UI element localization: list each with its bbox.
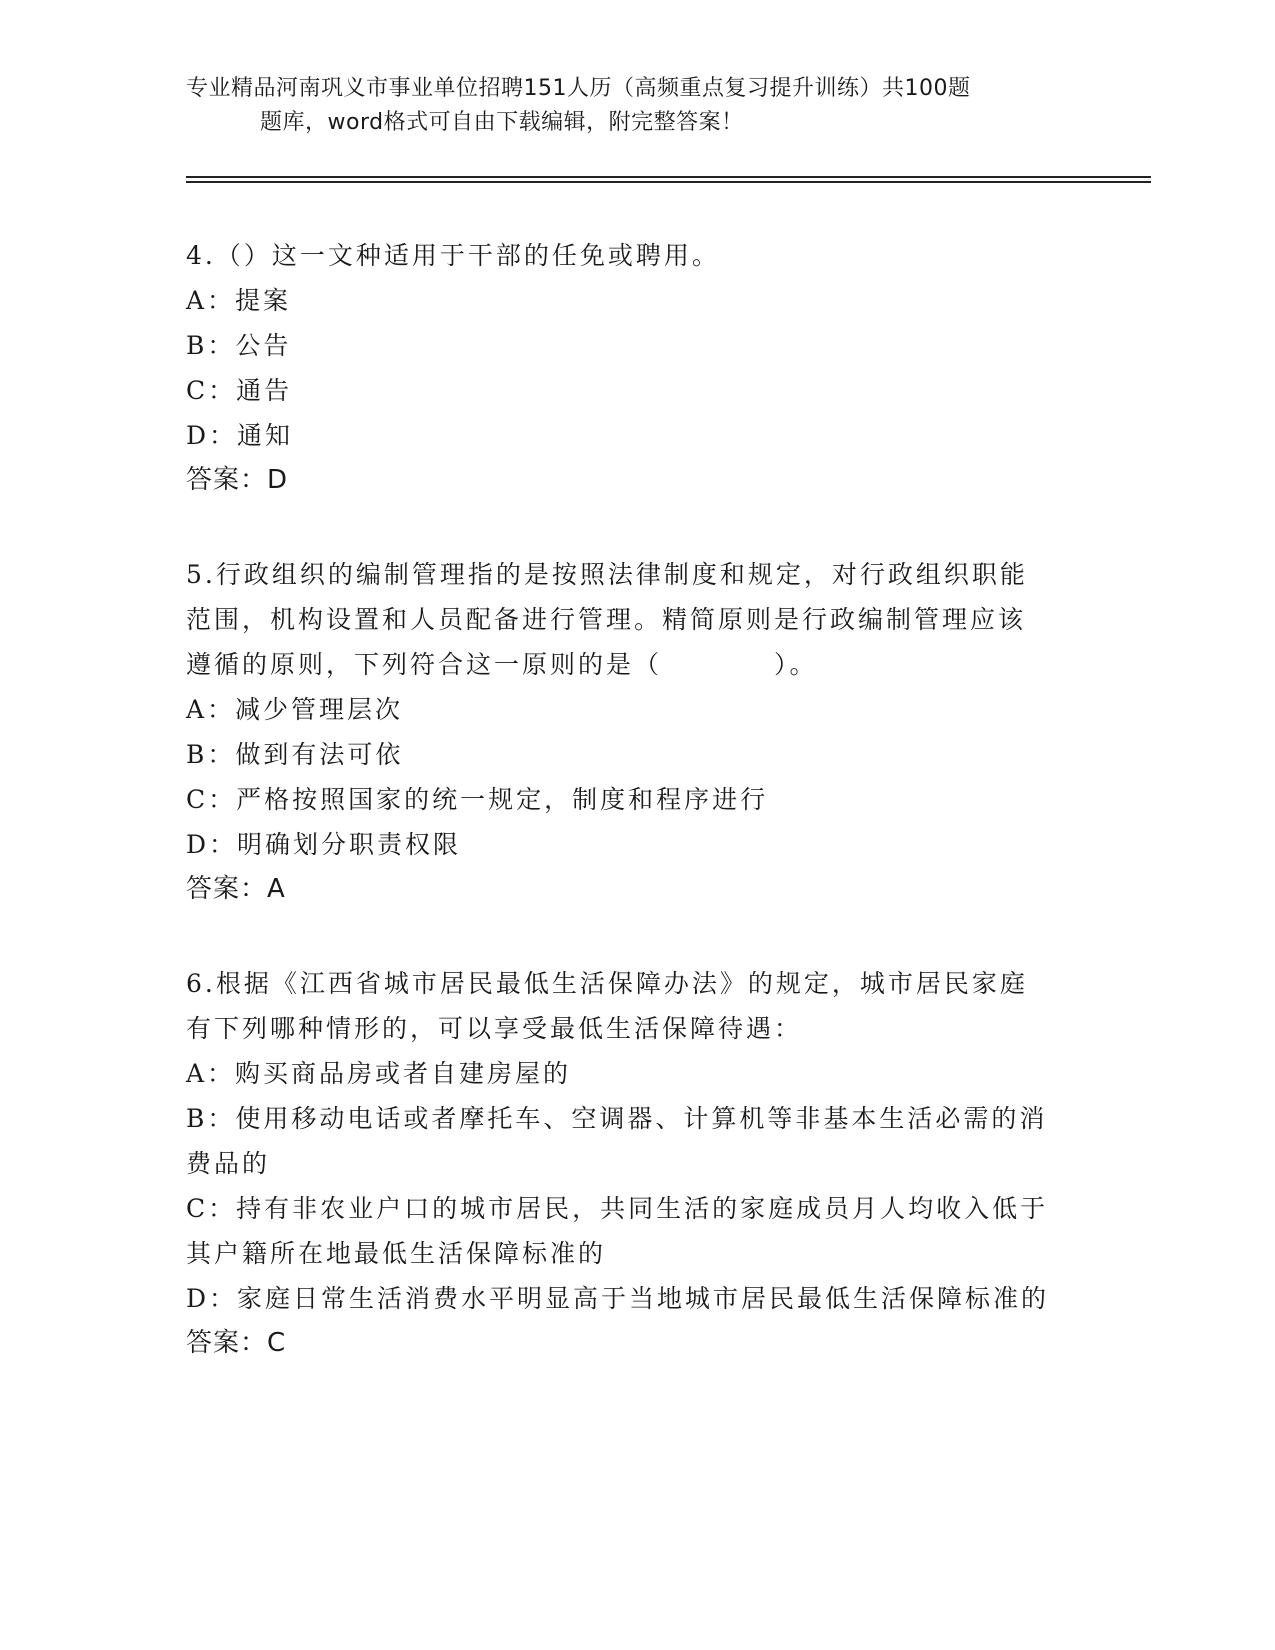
option-b-line-2: 费品的: [186, 1149, 271, 1178]
option-b: B：做到有法可依: [186, 740, 404, 769]
option-c-line-2: 其户籍所在地最低生活保障标准的: [186, 1239, 607, 1268]
option-c-line-1: C：持有非农业户口的城市居民，共同生活的家庭成员月人均收入低于: [186, 1194, 1049, 1223]
header-divider-top: [186, 176, 1151, 178]
question-stem-line-1: 6.根据《江西省城市居民最低生活保障办法》的规定，城市居民家庭: [186, 969, 1028, 998]
question-stem: 4.（）这一文种适用于干部的任免或聘用。: [186, 241, 720, 270]
option-d: D：通知: [186, 421, 294, 450]
question-5: [186, 552, 1066, 912]
option-c: C：通告: [186, 376, 293, 405]
option-d: D：明确划分职责权限: [186, 830, 462, 859]
answer-line: 答案：C: [186, 1328, 287, 1358]
question-stem-line-1: 5.行政组织的编制管理指的是按照法律制度和规定，对行政组织职能: [186, 560, 1028, 589]
option-a: A：减少管理层次: [186, 695, 404, 724]
option-c: C：严格按照国家的统一规定，制度和程序进行: [186, 785, 769, 814]
option-a: A：提案: [186, 286, 292, 315]
question-stem-line-3: 遵循的原则，下列符合这一原则的是（ ）。: [186, 650, 818, 679]
question-4: [186, 233, 1066, 503]
option-b: B：公告: [186, 331, 292, 360]
answer-line: 答案：D: [186, 465, 289, 495]
option-a: A：购买商品房或者自建房屋的: [186, 1059, 572, 1088]
header-title-line-2: 题库，word格式可自由下载编辑，附完整答案！: [260, 110, 744, 135]
header-title-line-1: 专业精品河南巩义市事业单位招聘151人历（高频重点复习提升训练）共100题: [186, 76, 971, 101]
question-stem-line-2: 范围，机构设置和人员配备进行管理。精简原则是行政编制管理应该: [186, 605, 1027, 634]
question-6: [186, 961, 1066, 1366]
header-divider-bottom: [186, 181, 1151, 183]
option-b-line-1: B：使用移动电话或者摩托车、空调器、计算机等非基本生活必需的消: [186, 1104, 1048, 1133]
document-header: [186, 72, 1066, 140]
question-stem-line-2: 有下列哪种情形的，可以享受最低生活保障待遇：: [186, 1014, 803, 1043]
answer-line: 答案：A: [186, 874, 286, 904]
option-d: D：家庭日常生活消费水平明显高于当地城市居民最低生活保障标准的: [186, 1284, 1050, 1313]
